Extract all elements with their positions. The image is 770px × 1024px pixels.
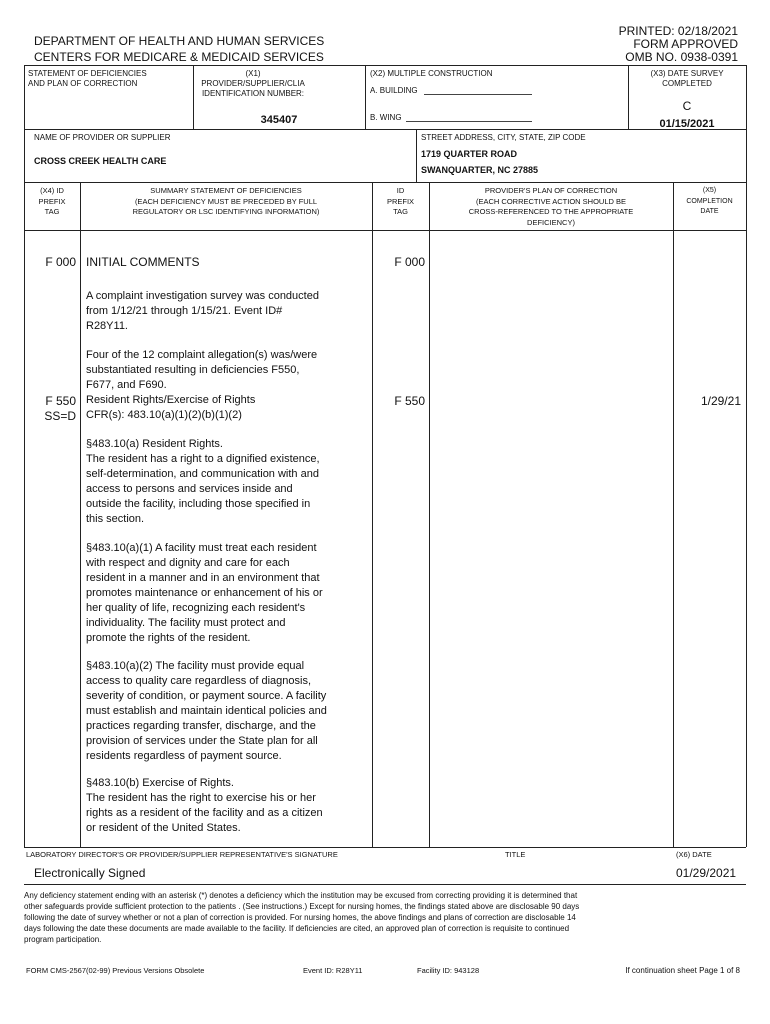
department-title: DEPARTMENT OF HEALTH AND HUMAN SERVICES: [34, 34, 325, 48]
dignity-paragraph: §483.10(a)(1) A facility must treat each resident with respect and dignity and care for each resident in a manner and in an environment that promotes maintenance or enhancement of his or her quality of life, recognizing each resident's individuality. The facility must protect and promote the rights of the resident.: [86, 542, 323, 644]
x5-header: (X5) COMPLETION DATE: [686, 187, 733, 215]
building-label: A. BUILDING: [370, 86, 418, 95]
x3-label: (X3) DATE SURVEY COMPLETED: [650, 69, 724, 88]
id-header: ID PREFIX TAG: [386, 186, 415, 216]
summary-header: SUMMARY STATEMENT OF DEFICIENCIES (EACH DEFICIENCY MUST BE PRECEDED BY FULL REGULATORY OR LSC IDENTIFYING INFORMATION): [132, 186, 320, 216]
x1-label: (X1) PROVIDER/SUPPLIER/CLIA IDENTIFICATION NUMBER:: [201, 69, 305, 98]
exercise-rights-paragraph: §483.10(b) Exercise of Rights. The resident has the right to exercise his or her rights as a resident of the facility and as a citizen or resident of the United States.: [86, 777, 323, 834]
disclaimer-text: Any deficiency statement ending with an asterisk (*) denotes a deficiency which the institution may be excused from correcting providing it is determined that other safeguards provide sufficient protection to the patients . (See instructions.) Except for nursing homes, the findings stated above are disclosable 90 days following the date of survey whether or not a plan of correction is provided. For nursing homes, the above findings and plans of correction are disclosable 14 days following the date these documents are made available to the facility. If deficiencies are cited, an approved plan of correction is requisite to continued program participation.: [24, 891, 580, 944]
agency-title: CENTERS FOR MEDICARE & MEDICAID SERVICES: [34, 50, 324, 64]
survey-type: C: [682, 99, 692, 113]
f550-title: Resident Rights/Exercise of Rights CFR(s): 483.10(a)(1)(2)(b)(1)(2): [86, 394, 256, 421]
city-state-zip: SWANQUARTER, NC 27885: [421, 165, 539, 175]
provider-name-label: NAME OF PROVIDER OR SUPPLIER: [34, 133, 171, 142]
signature-date: 01/29/2021: [676, 866, 737, 880]
id-f000: F 000: [394, 255, 425, 269]
omb-number: OMB NO. 0938-0391: [625, 50, 738, 64]
x6-date-label: (X6) DATE: [676, 850, 712, 859]
x4-header: (X4) ID PREFIX TAG: [38, 186, 66, 216]
substantiated-paragraph: Four of the 12 complaint allegation(s) was/were substantiated resulting in deficiencies F550, F677, and F690.: [86, 349, 318, 391]
survey-date: 01/15/2021: [659, 118, 715, 130]
form-number: FORM CMS-2567(02-99) Previous Versions Obsolete: [26, 966, 205, 975]
initial-comments-title: INITIAL COMMENTS: [86, 255, 200, 269]
tag-f000: F 000: [45, 255, 76, 269]
wing-label: B. WING: [370, 113, 402, 122]
statement-label: STATEMENT OF DEFICIENCIES AND PLAN OF CORRECTION: [28, 69, 147, 88]
id-f550: F 550: [394, 394, 425, 408]
facility-id: Facility ID: 943128: [417, 966, 480, 975]
plan-header: PROVIDER'S PLAN OF CORRECTION (EACH CORRECTIVE ACTION SHOULD BE CROSS-REFERENCED TO THE APPROPRIATE DEFICIENCY): [468, 186, 634, 227]
resident-rights-paragraph: §483.10(a) Resident Rights. The resident has a right to a dignified existence, self-determination, and communication with and access to persons and services inside and outside the facility, including those specified in this section.: [86, 438, 320, 525]
page-indicator: If continuation sheet Page 1 of 8: [625, 966, 740, 975]
equal-access-paragraph: §483.10(a)(2) The facility must provide equal access to quality care regardless of diagnosis, severity of condition, or payment source. A facility must establish and maintain identical policies and practices regarding transfer, discharge, and the provision of services under the State plan for all residents regardless of payment source.: [86, 660, 327, 762]
provider-number: 345407: [260, 114, 298, 126]
tag-scope-severity: SS=D: [44, 409, 76, 423]
street-address: 1719 QUARTER ROAD: [421, 149, 518, 159]
printed-date: PRINTED: 02/18/2021: [618, 24, 738, 38]
address-label: STREET ADDRESS, CITY, STATE, ZIP CODE: [421, 133, 586, 142]
tag-f550: F 550: [45, 394, 76, 408]
completion-date-f550: 1/29/21: [700, 394, 741, 408]
x2-label: (X2) MULTIPLE CONSTRUCTION: [370, 69, 493, 78]
form-approved: FORM APPROVED: [633, 37, 738, 51]
signature-label: LABORATORY DIRECTOR'S OR PROVIDER/SUPPLIER REPRESENTATIVE'S SIGNATURE: [26, 850, 338, 859]
signature-value: Electronically Signed: [34, 866, 146, 880]
event-id: Event ID: R28Y11: [303, 966, 363, 975]
provider-name: CROSS CREEK HEALTH CARE: [34, 156, 167, 166]
title-label: TITLE: [505, 850, 526, 859]
complaint-paragraph: A complaint investigation survey was conducted from 1/12/21 through 1/15/21. Event ID# R28Y11.: [86, 290, 319, 332]
